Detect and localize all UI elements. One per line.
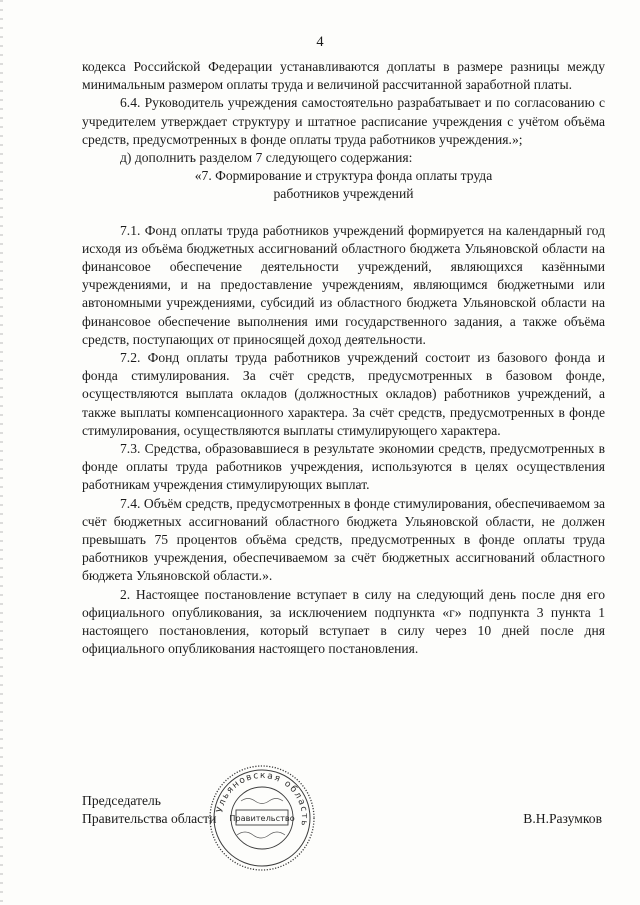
section-heading: «7. Формирование и структура фонда оплаты труда (194, 168, 493, 184)
seal-ring-text: Ульяновская область (215, 770, 310, 828)
paragraph: 2. Настоящее постановление вступает в силу на следующий день после дня его официального опубликования, за исключением подпункта «г» подпункта 3 пункта 1 настоящего постановления, который вступает в силу через 10 дней после дня официального опубликования настоящего постановления. (82, 586, 605, 657)
signature-title-line2: Правительства области (82, 811, 217, 827)
signature-title (82, 792, 216, 828)
paragraph: 6.4. Руководитель учреждения самостоятельно разрабатывает и по согласованию с учредителем утверждает структуру и штатное расписание учреждения с учётом объёма средств, предусмотренных в фонде оплаты труда работников учреждения.»; (82, 95, 605, 147)
official-seal-stamp (207, 763, 317, 873)
section-heading: работников учреждений (273, 186, 414, 202)
paragraph: 7.2. Фонд оплаты труда работников учреждений состоит из базового фонда и фонда стимулирования. За счёт средств, предусмотренных в базовом фонде, осуществляются выплата окладов (должностных окладов) работников учреждений, а также выплаты компенсационного характера. За счёт средств, предусмотренных в фонде стимулирования, осуществляются выплаты стимулирующего характера. (82, 350, 605, 438)
paragraph: кодекса Российской Федерации устанавливаются доплаты в размере разницы между минимальным размером оплаты труда и величиной рассчитанной заработной платы. (82, 59, 605, 93)
paragraph-gap (82, 204, 605, 222)
paragraph: д) дополнить разделом 7 следующего содержания: (120, 150, 413, 166)
paragraph: 7.3. Средства, образовавшиеся в результате экономии средств, предусмотренных в фонде оплаты труда работников учреждения, используются в целях осуществления работникам учреждения стимулирующих выплат. (82, 441, 605, 493)
paragraph: 7.1. Фонд оплаты труда работников учреждений формируется на календарный год исходя из объёма бюджетных ассигнований областного бюджета Ульяновской области на финансовое обеспечение деятельности учреждений, являющихся казёнными учреждениями, и на предоставление учреждениям, являющимся бюджетными или автономными учреждениями, субсидий из областного бюджета Ульяновской области на финансовое обеспечение выполнения ими государственного задания, а также объёма средств, поступающих от приносящей доход деятельности. (82, 222, 605, 347)
seal-center-text: Правительство (229, 813, 295, 823)
document-body (82, 58, 605, 659)
signature-title-line1: Председатель (82, 793, 161, 808)
signatory-name: В.Н.Разумков (523, 811, 602, 826)
page-number: 4 (316, 34, 324, 50)
paragraph: 7.4. Объём средств, предусмотренных в фонде стимулирования, обеспечиваемом за счёт бюджетных ассигнований областного бюджета Ульяновской области, не должен превышать 75 процентов объёма средств, предусмотренных в фонде оплаты труда работников учреждения, обеспечиваемом за счёт бюджетных ассигнований областного бюджета Ульяновской области.». (82, 495, 605, 584)
scan-edge (0, 0, 3, 905)
